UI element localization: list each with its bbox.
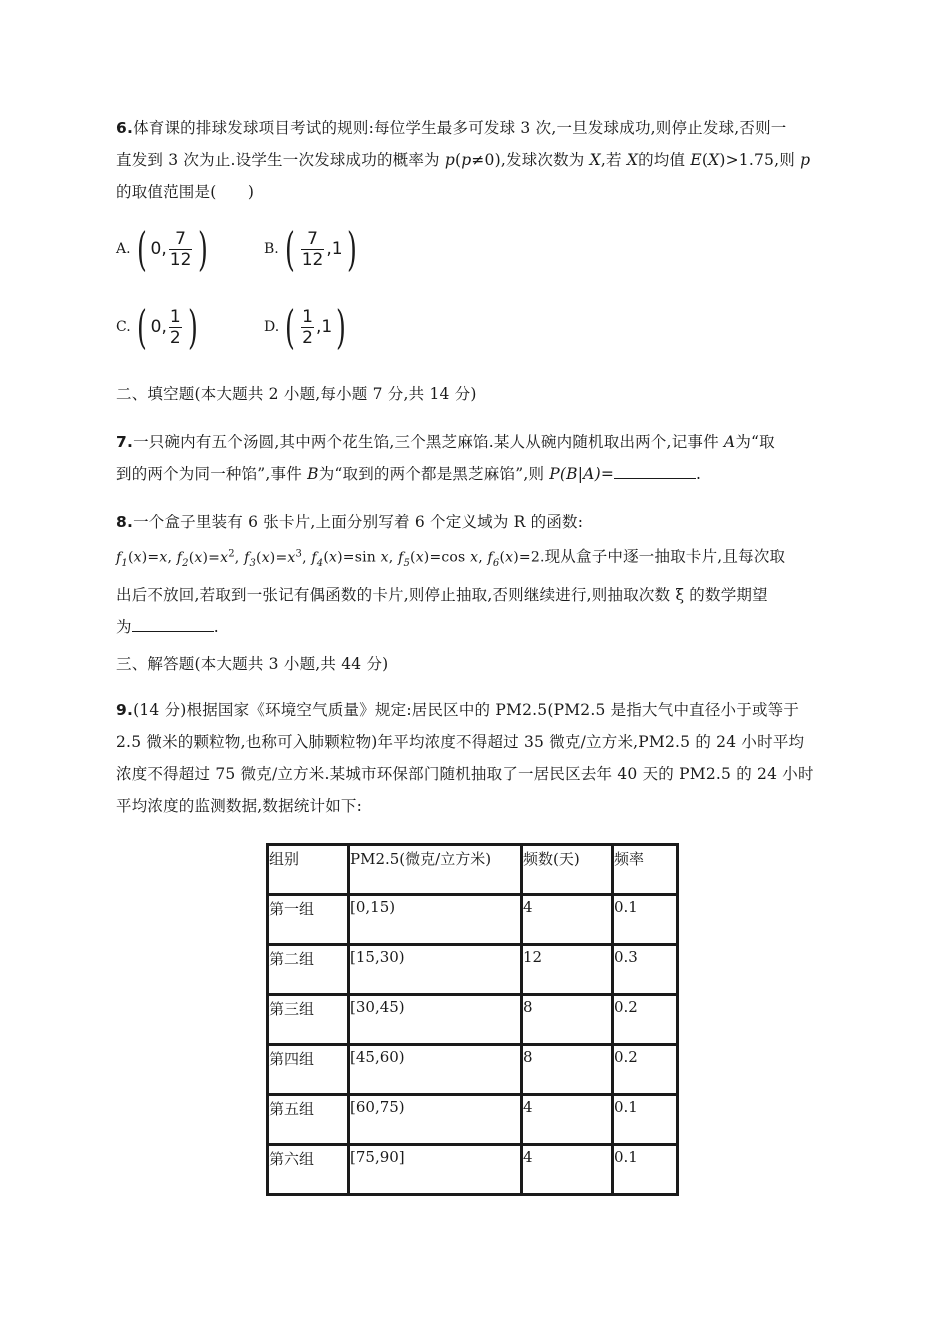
question-6: 6.体育课的排球发球项目考试的规则:每位学生最多可发球 3 次,一旦发球成功,则停止发球,否则一 直发到 3 次为止.设学生一次发球成功的概率为 p(p≠0),发球次数为 X,若 X的均值 E(X)>1.75,则 p 的取值范围是( ) [116,119,811,201]
table-cell: 0.1 [613,1095,678,1145]
function-list: $f_1$ [116,549,128,569]
option-c[interactable]: C. ( 0, $\frac{1}{2}$ ) [116,300,198,354]
table-cell: 第五组 [268,1095,349,1145]
table-cell: 8 [522,1045,613,1095]
question-number: 8. [116,513,134,531]
table-cell: [0,15) [349,895,522,945]
section-3-heading: 三、解答题(本大题共 3 小题,共 44 分) [116,655,389,673]
table-cell: 0.3 [613,945,678,995]
table-cell: [75,90] [349,1145,522,1195]
table-row [268,895,678,945]
table-row [268,1145,678,1195]
fraction: $\frac{7}{12}$ [301,228,324,270]
answer-blank[interactable] [132,613,214,632]
table-header: PM2.5(微克/立方米) [349,845,522,895]
table-cell: [45,60) [349,1045,522,1095]
table-cell: 0.1 [613,1145,678,1195]
question-8: 8.一个盒子里装有 6 张卡片,上面分别写着 6 个定义域为 R 的函数: $f_1(x)=x$, $f_2(x)=x^2$, $f_3(x)=x^3$, $f_4(x)=\sin$ x, $f_5(x)=\cos$ x, $f_6(x)=2$.现从盒子中逐一抽取卡片,且每次取 出后不放回,若取到一张记有偶函数的卡片,则停止抽取,否则继续进行,则抽取次数 ξ 的数学期望 为 . [116,513,786,637]
table-cell: 0.2 [613,995,678,1045]
table-cell: 0.1 [613,895,678,945]
option-a[interactable]: A. ( 0, $\frac{7}{12}$ ) [116,222,209,276]
table-cell: [30,45) [349,995,522,1045]
question-9: 9.(14 分)根据国家《环境空气质量》规定:居民区中的 PM2.5(PM2.5 是指大气中直径小于或等于 2.5 微米的颗粒物,也称可入肺颗粒物)年平均浓度不得超过 35 微克/立方米,PM2.5 的 24 小时平均 浓度不得超过 75 微克/立方米.某城市环保部门随机抽取了一居民区去年 40 天的 PM2.5 的 24 小时 平均浓度的监测数据,数据统计如下: [116,701,814,815]
option-b[interactable]: B. ( $\frac{7}{12}$ ,1 ) [264,222,357,276]
table-cell: 8 [522,995,613,1045]
table-row [268,1095,678,1145]
table-cell: 4 [522,895,613,945]
table-row [268,945,678,995]
section-2-heading: 二、填空题(本大题共 2 小题,每小题 7 分,共 14 分) [116,385,477,403]
table-cell: 第二组 [268,945,349,995]
question-number: 6. [116,119,134,137]
table-cell: 4 [522,1095,613,1145]
table-cell: 4 [522,1145,613,1195]
table-cell: 12 [522,945,613,995]
table-cell: 第四组 [268,1045,349,1095]
table-row [268,1045,678,1095]
table-cell: 第三组 [268,995,349,1045]
question-number: 9. [116,701,134,719]
table-cell: 第六组 [268,1145,349,1195]
table-header: 频率 [613,845,678,895]
fraction: $\frac{7}{12}$ [169,228,192,270]
fraction: $\frac{1}{2}$ [302,306,313,348]
option-d[interactable]: D. ( $\frac{1}{2}$ ,1 ) [264,300,347,354]
fraction: $\frac{1}{2}$ [169,306,181,348]
answer-blank[interactable] [614,460,696,479]
table-cell: 第一组 [268,895,349,945]
table-cell: 0.2 [613,1045,678,1095]
table-cell: [60,75) [349,1095,522,1145]
table-cell: [15,30) [349,945,522,995]
table-header-row [268,845,678,895]
table-header: 组别 [268,845,349,895]
question-7: 7.一只碗内有五个汤圆,其中两个花生馅,三个黑芝麻馅.某人从碗内随机取出两个,记事件 A为“取 到的两个为同一种馅”,事件 B为“取到的两个都是黑芝麻馅”,则 P(B|A)= . [116,433,775,483]
table-header: 频数(天) [522,845,613,895]
table-row [268,995,678,1045]
pm25-table [266,843,679,1196]
question-number: 7. [116,433,134,451]
